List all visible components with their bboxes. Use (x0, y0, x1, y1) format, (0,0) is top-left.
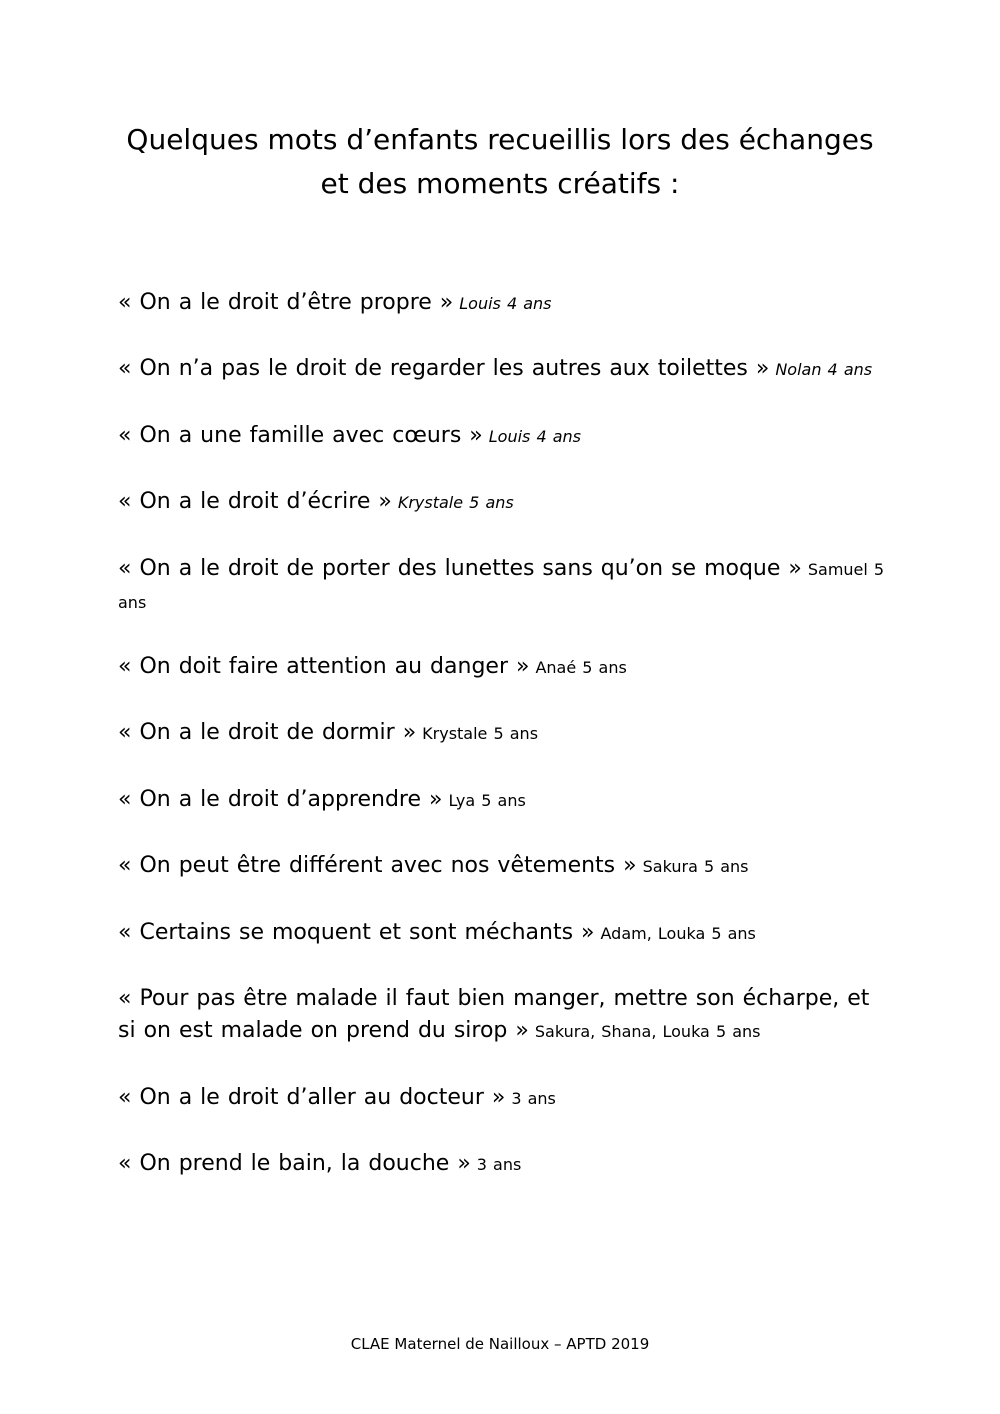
quote-text: « On a le droit de porter des lunettes sans qu’on se moque » (118, 556, 802, 581)
quote-item (118, 917, 888, 950)
quote-author: 3 ans (511, 1089, 556, 1108)
quote-text: « On a le droit de dormir » (118, 720, 417, 745)
quote-item (118, 983, 888, 1048)
quote-item (118, 850, 888, 883)
quote-author: 3 ans (476, 1155, 522, 1174)
quote-author: Sakura 5 ans (642, 857, 749, 876)
quote-author: Lya 5 ans (448, 791, 526, 810)
quote-author: Louis 4 ans (459, 294, 552, 313)
quote-item (118, 353, 888, 386)
quote-text: « On a le droit d’écrire » (118, 489, 392, 514)
quote-item (118, 486, 888, 519)
page-title (0, 118, 1000, 206)
quote-item (118, 1082, 888, 1115)
quote-item (118, 420, 888, 453)
quote-item (118, 1148, 888, 1181)
page-title-line-2: et des moments créatifs : (320, 167, 680, 200)
quote-author: Sakura, Shana, Louka 5 ans (534, 1022, 761, 1041)
quote-text: « Pour pas être malade il faut bien manger, mettre son écharpe, et si on est malade on prend du sirop » (118, 986, 870, 1043)
quote-item (118, 717, 888, 750)
quote-text: « Certains se moquent et sont méchants » (118, 920, 595, 945)
quote-item (118, 287, 888, 320)
quote-text: « On doit faire attention au danger » (118, 654, 530, 679)
quote-text: « On a le droit d’apprendre » (118, 787, 443, 812)
quote-text: « On n’a pas le droit de regarder les autres aux toilettes » (118, 356, 770, 381)
quote-item (118, 784, 888, 817)
quote-text: « On a le droit d’aller au docteur » (118, 1085, 506, 1110)
page-footer: CLAE Maternel de Nailloux – APTD 2019 (350, 1335, 650, 1353)
quote-author: Louis 4 ans (488, 427, 582, 446)
page-title-line-1: Quelques mots d’enfants recueillis lors des échanges (126, 123, 874, 156)
quote-text: « On prend le bain, la douche » (118, 1151, 471, 1176)
quote-text: « On a le droit d’être propre » (118, 290, 454, 315)
quote-author: Samuel 5 ans (118, 560, 885, 612)
quote-list (118, 287, 888, 1181)
quote-item (118, 651, 888, 684)
quote-author: Krystale 5 ans (422, 724, 539, 743)
quote-author: Nolan 4 ans (775, 360, 873, 379)
quote-author: Krystale 5 ans (397, 493, 514, 512)
quote-text: « On a une famille avec cœurs » (118, 423, 483, 448)
quote-item (118, 553, 888, 619)
quote-author: Anaé 5 ans (535, 658, 627, 677)
quote-author: Adam, Louka 5 ans (600, 924, 756, 943)
quote-text: « On peut être différent avec nos vêtements » (118, 853, 637, 878)
